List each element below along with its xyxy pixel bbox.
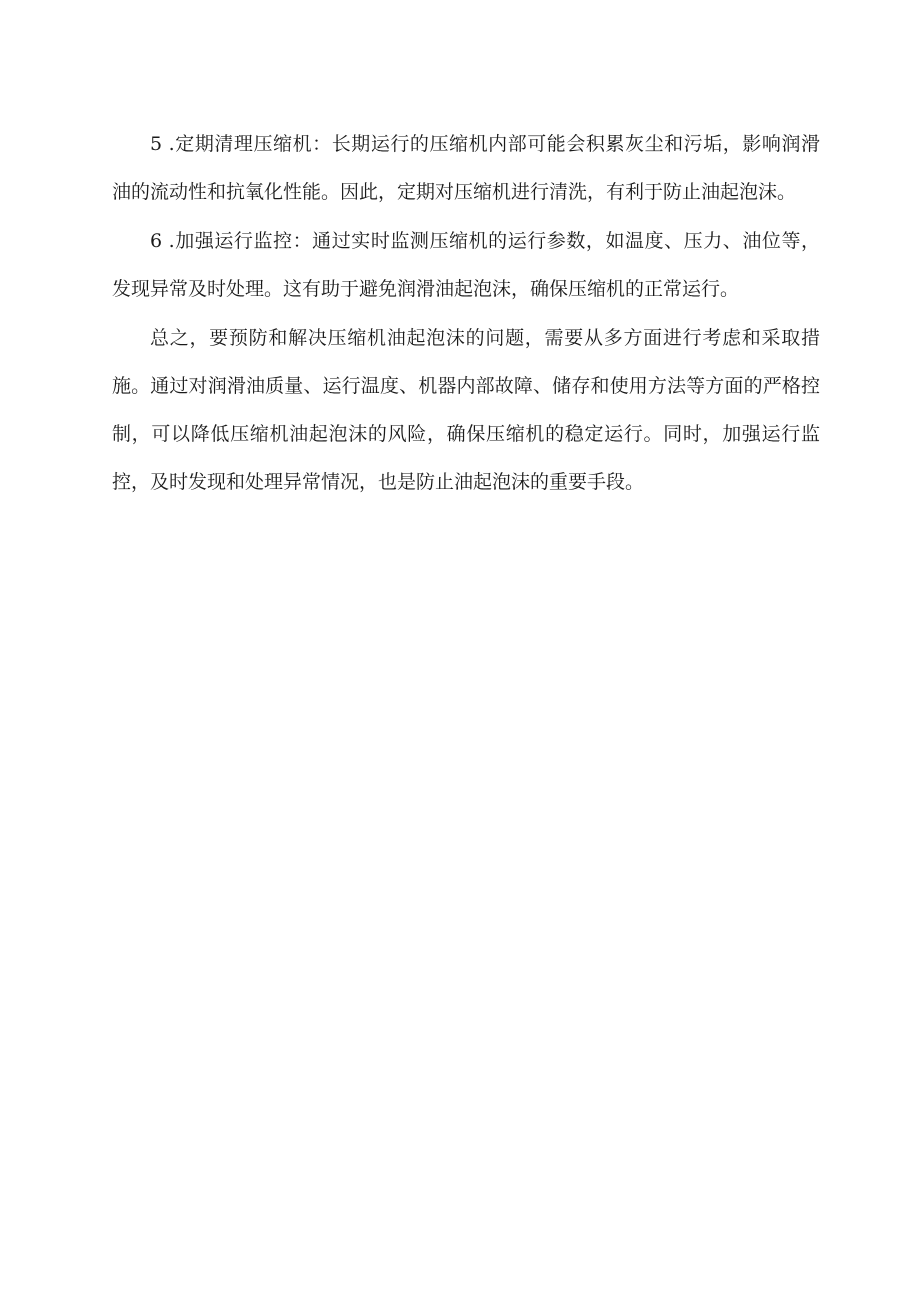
paragraph-item-5: 5 .定期清理压缩机：长期运行的压缩机内部可能会积累灰尘和污垢，影响润滑油的流动性和抗氧化性能。因此，定期对压缩机进行清洗，有利于防止油起泡沫。 bbox=[112, 133, 820, 203]
paragraph-summary: 总之，要预防和解决压缩机油起泡沫的问题，需要从多方面进行考虑和采取措施。通过对润滑油质量、运行温度、机器内部故障、储存和使用方法等方面的严格控制，可以降低压缩机油起泡沫的风险，确保压缩机的稳定运行。同时，加强运行监控，及时发现和处理异常情况，也是防止油起泡沫的重要手段。 bbox=[112, 327, 820, 493]
paragraph-item-6: 6 .加强运行监控：通过实时监测压缩机的运行参数，如温度、压力、油位等，发现异常及时处理。这有助于避免润滑油起泡沫，确保压缩机的正常运行。 bbox=[112, 230, 820, 300]
document-body bbox=[112, 120, 820, 507]
